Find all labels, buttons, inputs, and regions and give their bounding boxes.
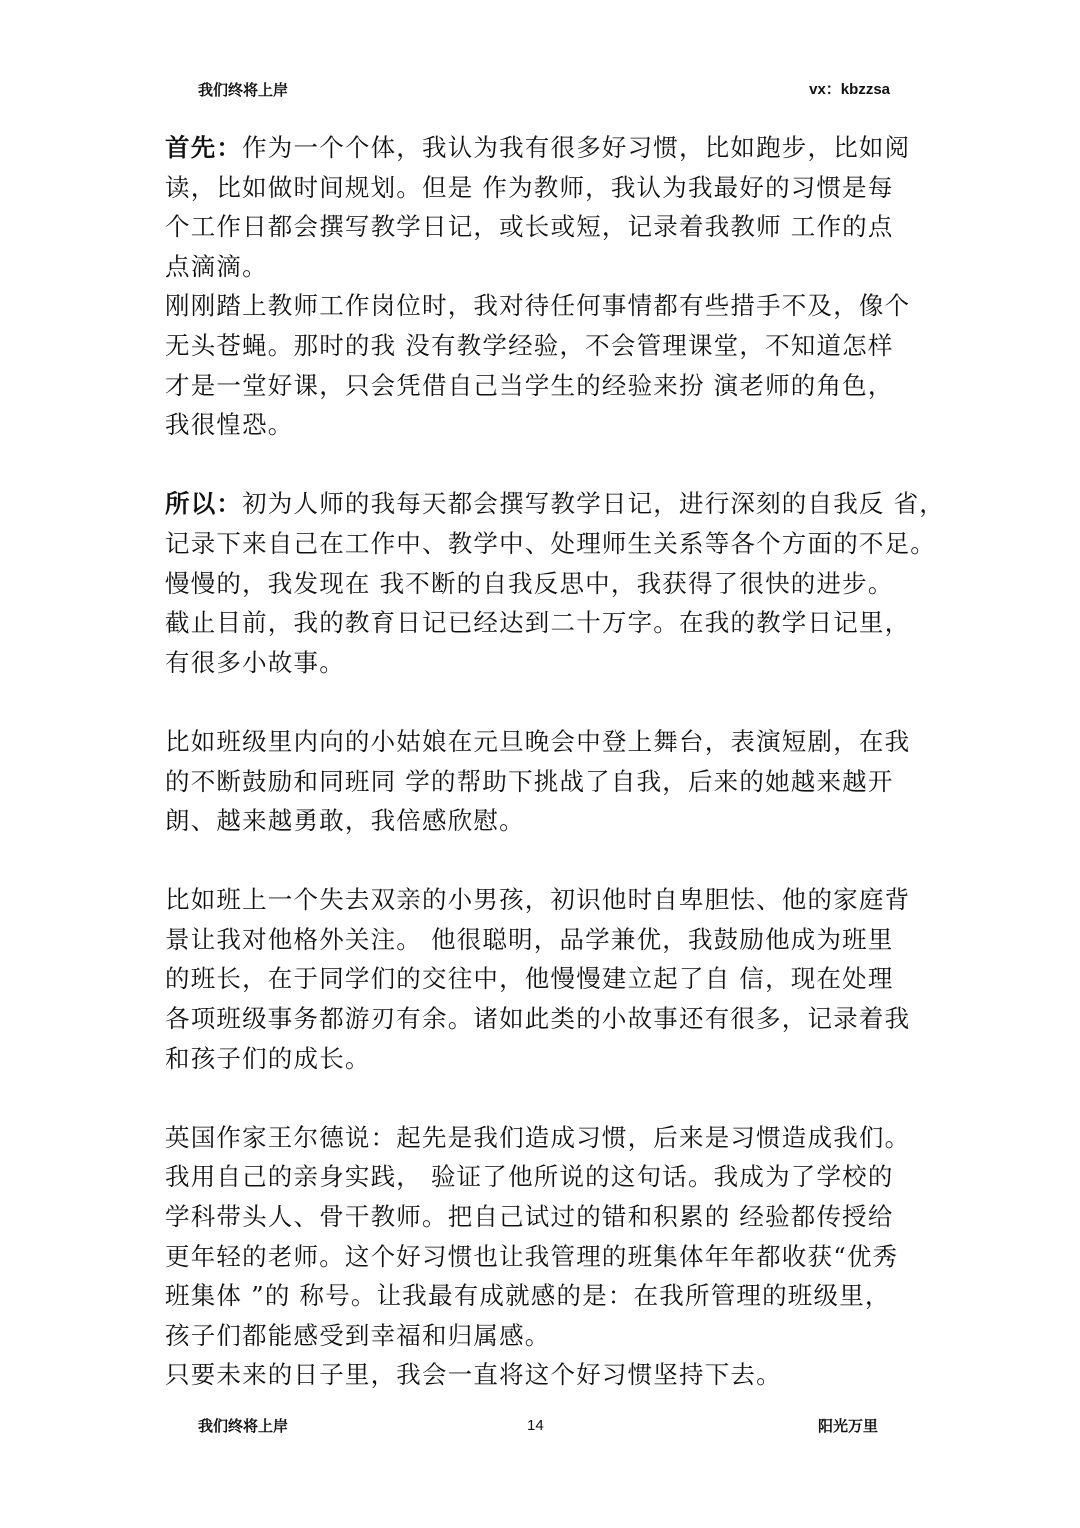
text-line: 更年轻的老师。这个好习惯也让我管理的班集体年年都收获“优秀 (165, 1241, 899, 1271)
paragraph-gap (165, 445, 925, 485)
paragraph-1 (165, 128, 925, 286)
text-line: 朗、越来越勇敢，我倍感欣慰。 (165, 806, 525, 836)
text-line: 个工作日都会撰写教学日记，或长或短，记录着我教师 工作的点 (165, 212, 894, 242)
text-line-content: 初为人师的我每天都会撰写教学日记，进行深刻的自我反 省， (242, 489, 945, 519)
body-text (165, 128, 945, 1395)
text-line: 比如班上一个失去双亲的小男孩，初识他时自卑胆怯、他的家庭背 (165, 885, 911, 915)
text-line: 读，比如做时间规划。但是 作为教师，我认为我最好的习惯是每 (165, 172, 894, 202)
paragraph-5 (165, 880, 925, 1078)
text-line: 点滴滴。 (165, 251, 268, 281)
paragraph-4 (165, 722, 925, 841)
text-line: 只要未来的日子里，我会一直将这个好习惯坚持下去。 (165, 1360, 782, 1390)
paragraph-gap (165, 682, 925, 722)
text-line: 班集体 ”的 称号。让我最有成就感的是：在我所管理的班级里， (165, 1281, 891, 1311)
text-line (165, 128, 925, 168)
text-line: 各项班级事务都游刃有余。诸如此类的小故事还有很多，记录着我 (165, 1004, 911, 1034)
text-line: 有很多小故事。 (165, 647, 345, 677)
text-line: 记录下来自己在工作中、教学中、处理师生关系等各个方面的不足。 (165, 528, 936, 558)
header-left-text: 我们终将上岸 (198, 81, 289, 99)
paragraph-3 (165, 484, 945, 682)
page-number: 14 (527, 1417, 544, 1434)
text-line: 我用自己的亲身实践， 验证了他所说的这句话。我成为了学校的 (165, 1162, 894, 1192)
text-line: 景让我对他格外关注。 他很聪明，品学兼优，我鼓励他成为班里 (165, 924, 894, 954)
text-line (165, 484, 945, 524)
text-line: 才是一堂好课，只会凭借自己当学生的经验来扮 演老师的角色， (165, 370, 894, 400)
text-line: 的班长，在于同学们的交往中，他慢慢建立起了自 信，现在处理 (165, 964, 894, 994)
text-line: 的不断鼓励和同班同 学的帮助下挑战了自我，后来的她越来越开 (165, 766, 894, 796)
text-line: 和孩子们的成长。 (165, 1043, 371, 1073)
text-line: 学科带头人、骨干教师。把自己试过的错和积累的 经验都传授给 (165, 1202, 894, 1232)
text-line: 我很惶恐。 (165, 410, 294, 440)
text-line: 比如班级里内向的小姑娘在元旦晚会中登上舞台，表演短剧，在我 (165, 726, 911, 756)
text-line: 孩子们都能感受到幸福和归属感。 (165, 1320, 551, 1350)
text-line-content: 作为一个个体，我认为我有很多好习惯，比如跑步，比如阅 (242, 133, 911, 162)
paragraph-6 (165, 1118, 925, 1395)
footer-right-text: 阳光万里 (818, 1417, 879, 1435)
paragraph-gap (165, 841, 925, 881)
header-right-text: vx：kbzzsa (809, 81, 890, 98)
footer-left-text: 我们终将上岸 (198, 1417, 289, 1435)
paragraph-gap (165, 1078, 925, 1118)
text-line: 无头苍蝇。那时的我 没有教学经验，不会管理课堂，不知道怎样 (165, 330, 894, 360)
text-line: 刚刚踏上教师工作岗位时，我对待任何事情都有些措手不及，像个 (165, 291, 911, 321)
text-line: 截止目前，我的教育日记已经达到二十万字。在我的教学日记里， (165, 608, 911, 638)
text-line: 英国作家王尔德说：起先是我们造成习惯，后来是习惯造成我们。 (165, 1122, 911, 1152)
lead-label: 首先： (165, 133, 243, 162)
lead-label: 所以： (165, 489, 243, 519)
paragraph-2 (165, 286, 925, 444)
text-line: 慢慢的，我发现在 我不断的自我反思中，我获得了很快的进步。 (165, 568, 894, 598)
